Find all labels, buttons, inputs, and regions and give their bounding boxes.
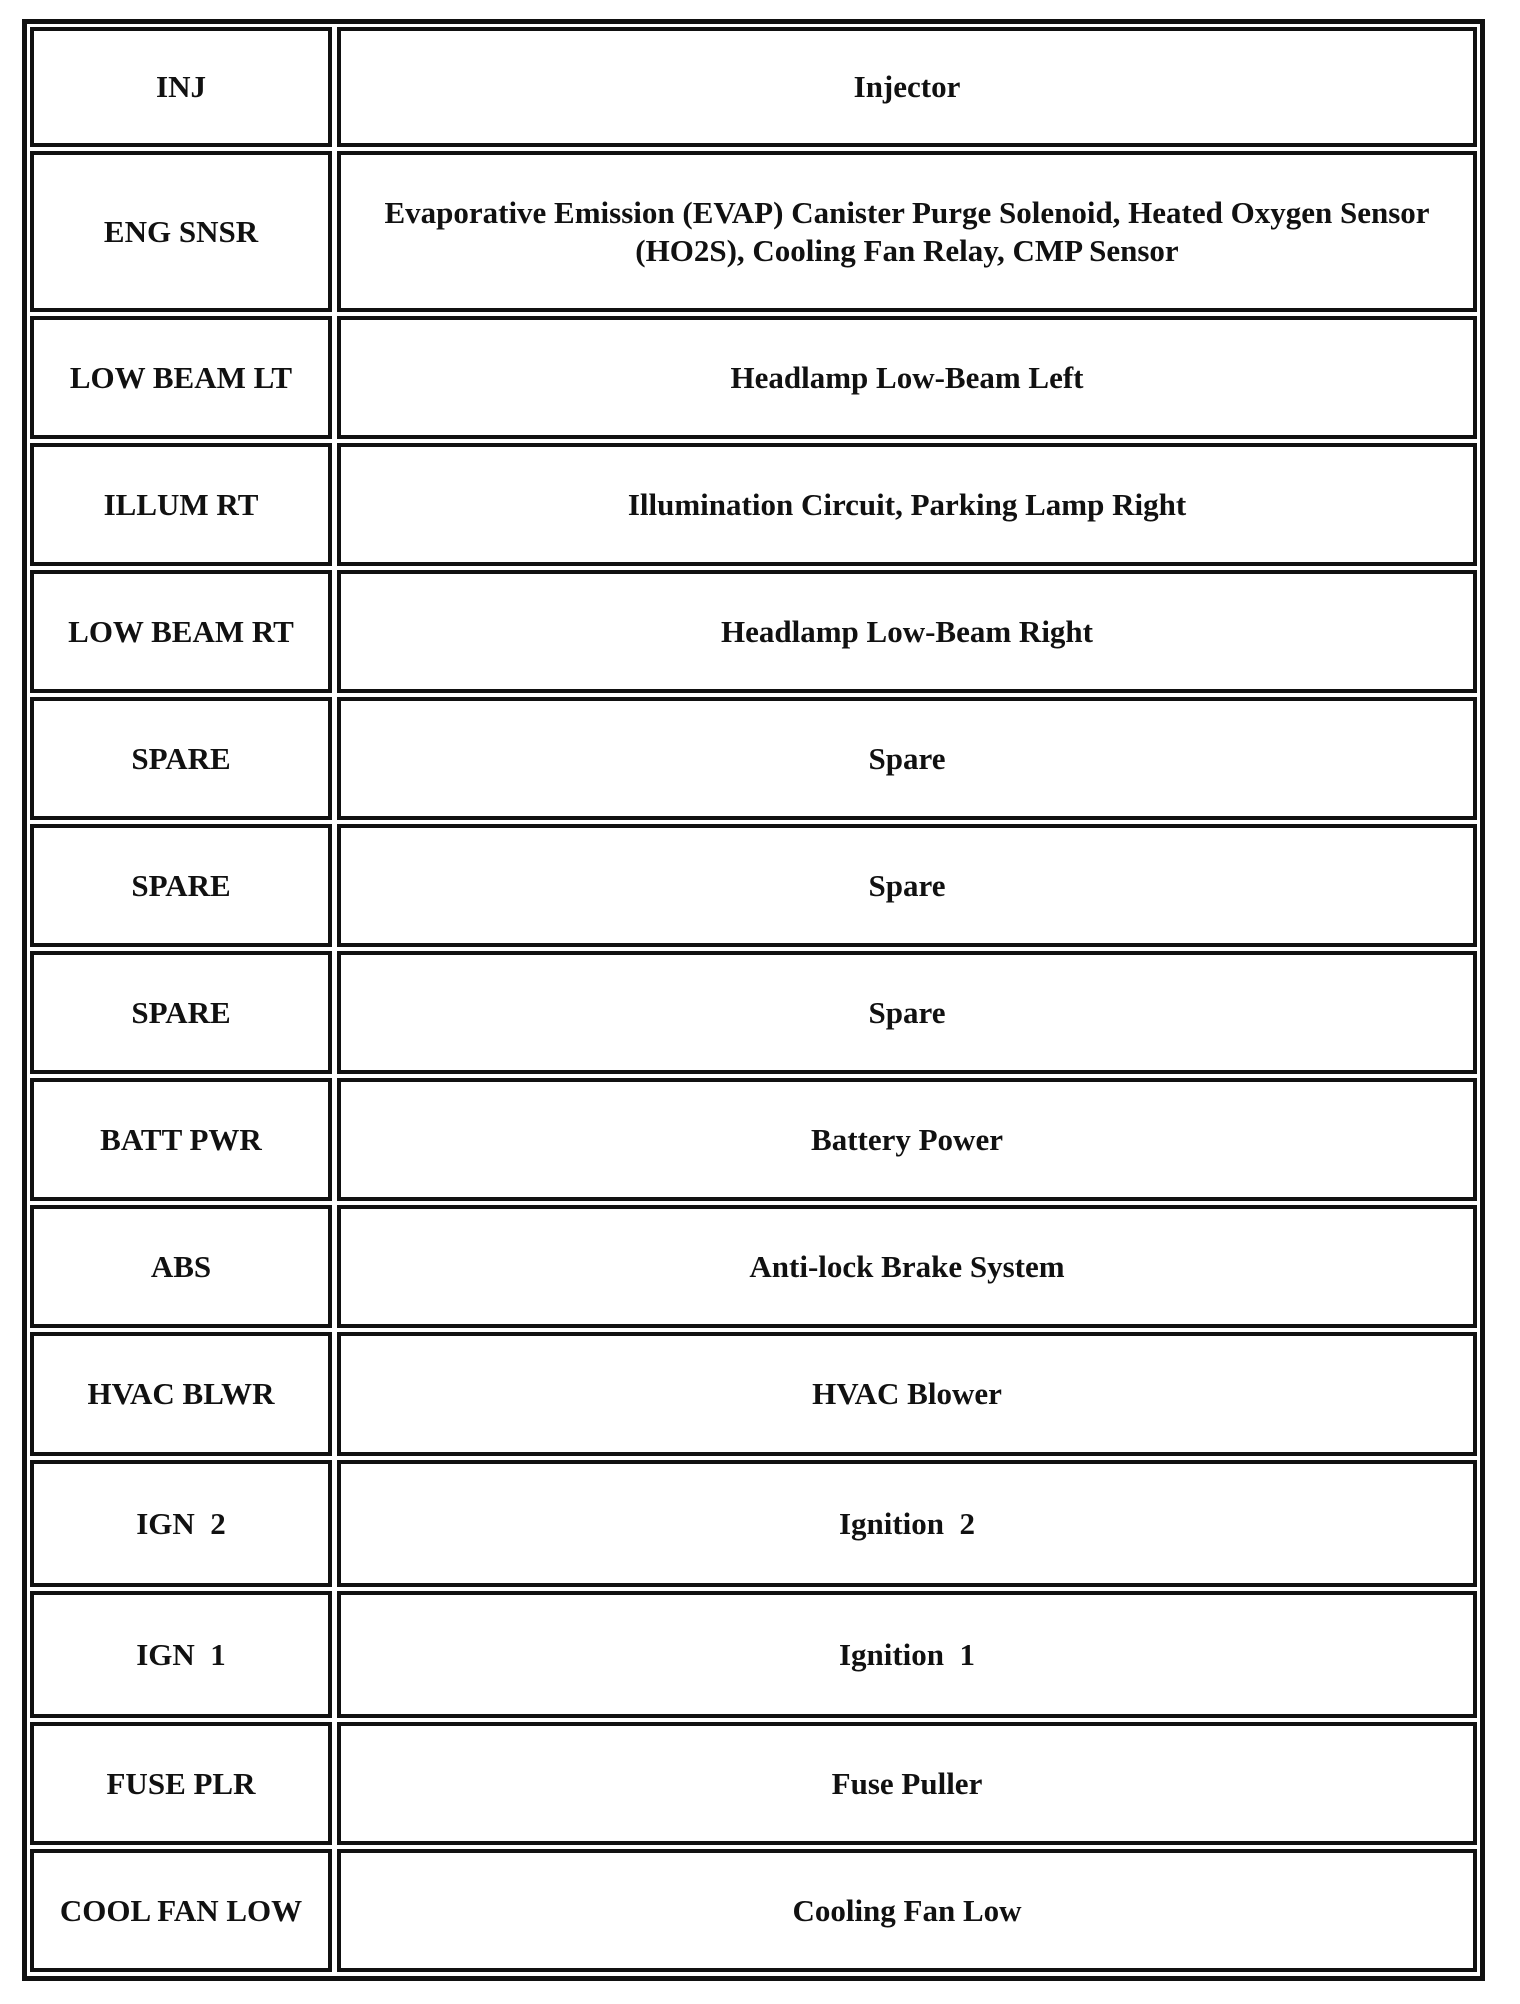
fuse-code: LOW BEAM LT <box>69 359 293 395</box>
fuse-code-cell <box>30 697 332 820</box>
fuse-code: ILLUM RT <box>103 486 259 522</box>
table-row <box>30 1460 1477 1587</box>
table-row <box>30 697 1477 820</box>
fuse-description-cell <box>337 824 1477 947</box>
table-row <box>30 1332 1477 1456</box>
fuse-description-cell <box>337 1205 1477 1328</box>
table-row <box>30 27 1477 147</box>
table-row <box>30 824 1477 947</box>
fuse-description: Spare <box>868 994 946 1030</box>
fuse-code-cell <box>30 1205 332 1328</box>
fuse-code: SPARE <box>131 867 231 903</box>
table-row <box>30 1205 1477 1328</box>
fuse-code-cell <box>30 443 332 566</box>
table-row <box>30 951 1477 1074</box>
fuse-description: Illumination Circuit, Parking Lamp Right <box>627 486 1187 522</box>
fuse-code: INJ <box>156 69 206 104</box>
fuse-description-cell <box>337 570 1477 693</box>
fuse-description: Anti-lock Brake System <box>749 1248 1065 1284</box>
fuse-code: SPARE <box>131 740 231 776</box>
table-row <box>30 151 1477 312</box>
fuse-code: LOW BEAM RT <box>68 613 294 649</box>
fuse-description: Fuse Puller <box>831 1765 983 1801</box>
fuse-code-cell <box>30 316 332 439</box>
fuse-table <box>22 19 1485 1981</box>
fuse-description-cell <box>337 1332 1477 1456</box>
fuse-code-cell <box>30 570 332 693</box>
fuse-code: FUSE PLR <box>106 1765 256 1801</box>
fuse-description-cell <box>337 151 1477 312</box>
fuse-description: Cooling Fan Low <box>792 1892 1022 1928</box>
fuse-description-cell <box>337 951 1477 1074</box>
fuse-description: Ignition 1 <box>838 1636 976 1672</box>
fuse-code-cell <box>30 824 332 947</box>
fuse-code-cell <box>30 1849 332 1972</box>
fuse-code: IGN 2 <box>136 1505 226 1541</box>
fuse-description-cell <box>337 1460 1477 1587</box>
table-row <box>30 443 1477 566</box>
fuse-description: Evaporative Emission (EVAP) Canister Purge Solenoid, Heated Oxygen Sensor (HO2S), Cooling Fan Relay, CMP Sensor <box>384 194 1438 268</box>
fuse-description: Headlamp Low-Beam Left <box>730 359 1084 395</box>
fuse-description: HVAC Blower <box>812 1376 1002 1411</box>
fuse-description-cell <box>337 1078 1477 1201</box>
table-row <box>30 316 1477 439</box>
fuse-code-cell <box>30 1332 332 1456</box>
fuse-description: Spare <box>868 867 946 903</box>
fuse-code: IGN 1 <box>136 1636 226 1672</box>
fuse-description-cell <box>337 316 1477 439</box>
fuse-description-cell <box>337 1849 1477 1972</box>
fuse-code-cell <box>30 1591 332 1718</box>
fuse-description: Injector <box>853 69 961 104</box>
fuse-description-cell <box>337 443 1477 566</box>
fuse-code-cell <box>30 1722 332 1845</box>
fuse-description: Battery Power <box>811 1121 1003 1157</box>
fuse-code-cell <box>30 1078 332 1201</box>
table-row <box>30 570 1477 693</box>
table-row <box>30 1849 1477 1972</box>
fuse-description: Headlamp Low-Beam Right <box>721 613 1093 649</box>
fuse-description: Spare <box>868 740 946 776</box>
fuse-code: ABS <box>150 1248 212 1284</box>
fuse-code: SPARE <box>131 994 231 1030</box>
fuse-description-cell <box>337 1591 1477 1718</box>
table-row <box>30 1591 1477 1718</box>
fuse-code: ENG SNSR <box>103 213 259 249</box>
fuse-description-cell <box>337 1722 1477 1845</box>
table-row <box>30 1722 1477 1845</box>
fuse-code-cell <box>30 151 332 312</box>
fuse-description: Ignition 2 <box>838 1505 976 1541</box>
fuse-code: COOL FAN LOW <box>59 1892 303 1928</box>
fuse-code-cell <box>30 951 332 1074</box>
fuse-description-cell <box>337 697 1477 820</box>
fuse-description-cell <box>337 27 1477 147</box>
table-row <box>30 1078 1477 1201</box>
fuse-code-cell <box>30 1460 332 1587</box>
fuse-code: HVAC BLWR <box>87 1376 275 1411</box>
fuse-code: BATT PWR <box>100 1121 262 1157</box>
fuse-code-cell <box>30 27 332 147</box>
